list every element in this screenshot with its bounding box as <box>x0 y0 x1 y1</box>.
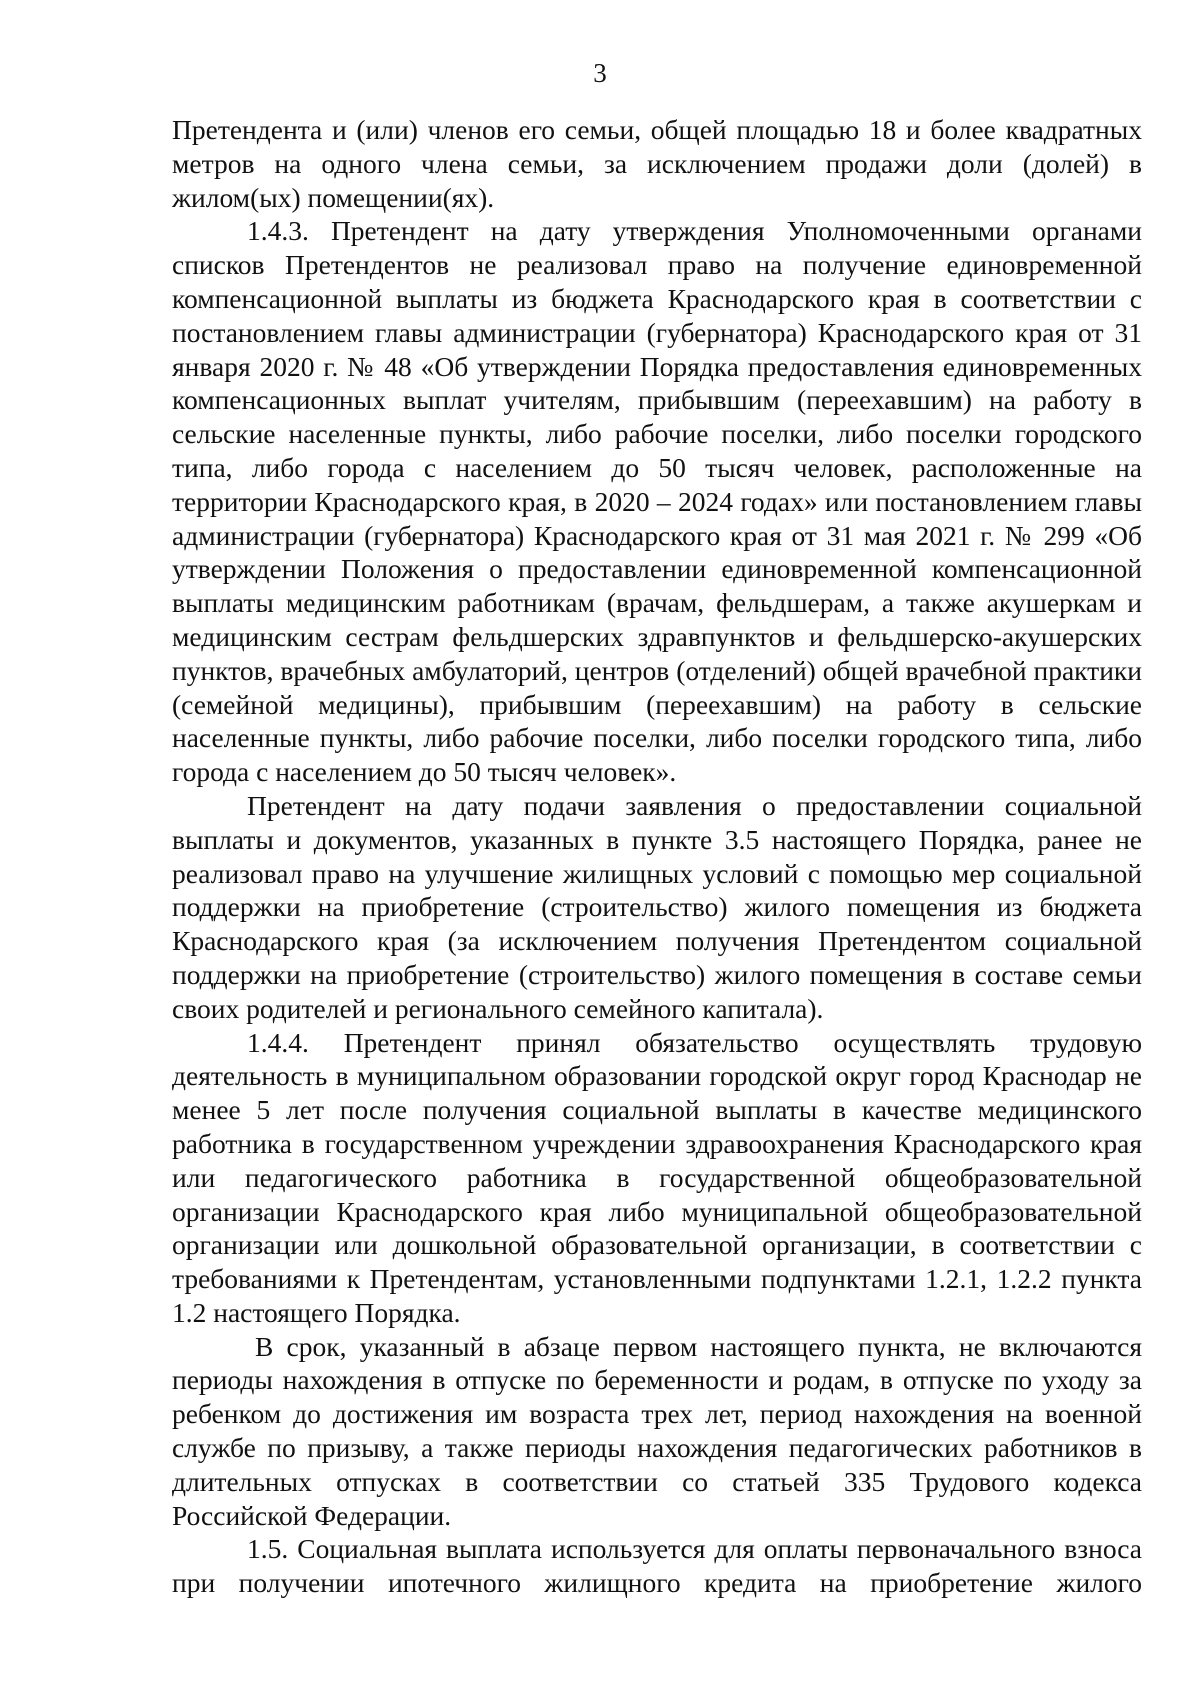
paragraph-term-exclusions: В срок, указанный в абзаце первом настоящего пункта, не включаются периоды нахождения в отпуске по беременности и родам, в отпуске по уходу за ребенком до достижения им возраста трех лет, период нахождения на военной службе по призыву, а также периоды нахождения педагогических работников в длительных отпусках в соответствии со статьей 335 Трудового кодекса Российской Федерации. <box>172 1330 1142 1531</box>
paragraph-1-4-3: 1.4.3. Претендент на дату утверждения Уполномоченными органами списков Претендентов не реализовал право на получение единовременной компенсационной выплаты из бюджета Краснодарского края в соответствии с постановлением главы администрации (губернатора) Краснодарского края от 31 января 2020 г. № 48 «Об утверждении Порядка предоставления единовременных компенсационных выплат учителям, прибывшим (переехавшим) на работу в сельские населенные пункты, либо рабочие поселки, либо поселки городского типа, либо города с населением до 50 тысяч человек, расположенные на территории Краснодарского края, в 2020 – 2024 годах» или постановлением главы администрации (губернатора) Краснодарского края от 31 мая 2021 г. № 299 «Об утверждении Положения о предоставлении единовременной компенсационной выплаты медицинским работникам (врачам, фельдшерам, а также акушеркам и медицинским сестрам фельдшерских здравпунктов и фельдшерско-акушерских пунктов, врачебных амбулаторий, центров (отделений) общей врачебной практики (семейной медицины), прибывшим (переехавшим) на работу в сельские населенные пункты, либо рабочие поселки, либо поселки городского типа, либо города с населением до 50 тысяч человек». <box>172 215 1142 788</box>
paragraph-1-4-4: 1.4.4. Претендент принял обязательство осуществлять трудовую деятельность в муниципальном образовании городской округ город Краснодар не менее 5 лет после получения социальной выплаты в качестве медицинского работника в государственном учреждении здравоохранения Краснодарского края или педагогического работника в государственной общеобразовательной организации Краснодарского края либо муниципальной общеобразовательной организации или дошкольной образовательной организации, в соответствии с требованиями к Претендентам, установленными подпунктами 1.2.1, 1.2.2 пункта 1.2 настоящего Порядка. <box>172 1026 1142 1328</box>
document-body <box>172 113 1142 1600</box>
paragraph-continuation: Претендента и (или) членов его семьи, общей площадью 18 и более квадратных метров на одного члена семьи, за исключением продажи доли (долей) в жилом(ых) помещении(ях). <box>172 114 1142 213</box>
page-number: 3 <box>593 58 607 88</box>
paragraph-1-5: 1.5. Социальная выплата используется для оплаты первоначального взноса при получении ипотечного жилищного кредита на приобретение жилого <box>172 1533 1142 1599</box>
paragraph-applicant-condition: Претендент на дату подачи заявления о предоставлении социальной выплаты и документов, указанных в пункте 3.5 настоящего Порядка, ранее не реализовал право на улучшение жилищных условий с помощью мер социальной поддержки на приобретение (строительство) жилого помещения из бюджета Краснодарского края (за исключением получения Претендентом социальной поддержки на приобретение (строительство) жилого помещения в составе семьи своих родителей и регионального семейного капитала). <box>172 789 1142 1024</box>
